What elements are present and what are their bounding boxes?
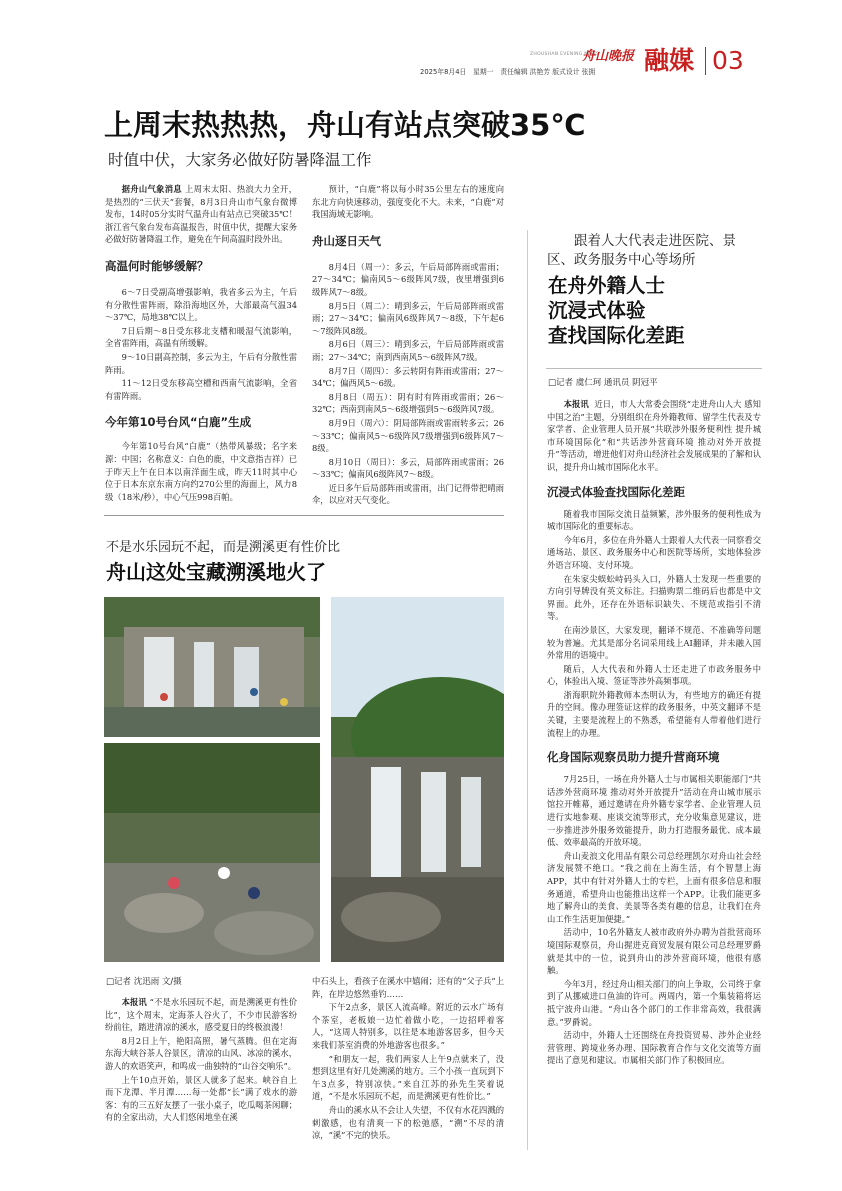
masthead: [420, 44, 750, 84]
expats-source-label: 本报讯: [563, 399, 589, 409]
section-divider: [705, 47, 706, 75]
expats-intro: [547, 398, 761, 474]
stream-source-label: 本报讯: [121, 997, 147, 1007]
stream-paragraph-text: “不是水乐园玩不起，而是溯溪更有性价比”，这个周末，定海茶人谷火了，不少市民游客纷纷前往，踏进清凉的溪水，感受夏日的终极浪漫！: [105, 997, 297, 1033]
lead-column-2: [312, 183, 504, 507]
lead-column-1: [105, 183, 297, 503]
paper-name-en: ZHOUSHAN EVENING NEWS: [530, 52, 599, 57]
photo-children-stream: [104, 743, 320, 962]
expats-paragraph: 活动中，外籍人士还围绕在舟投资贸易、涉外企业经营管理、跨境业务办理、国际教育合作与文化交流等方面提出了意见和建议。市属相关部门作了积极回应。: [547, 1030, 761, 1066]
forecast-day: 8月5日（周二）：晴到多云，午后局部阵雨或雷雨；27～34℃；偏南风6级阵风7～8级，下午起6～7级阵风8级。: [312, 300, 504, 336]
expats-paragraph: 舟山麦浪文化用品有限公司总经理凯尔对舟山社会经济发展赞不绝口。“我之前在上海生活，有个智慧上海APP，其中有针对外籍人士的专栏，上面有很多信息和服务通道，希望舟山也能推出这样一个APP。让我们能更多地了解舟山的美食、美景等各类有趣的信息，让我们在舟山工作生活更加便捷。”: [547, 850, 761, 924]
forecast-day: 8月8日（周五）：阴有时有阵雨或雷雨；26～32℃；西南到南风5～6级增强到5～6级阵风7级。: [312, 391, 504, 415]
stream-headline: 舟山这处宝藏溯溪地火了: [106, 560, 326, 584]
forecast-day: 8月9日（周六）：阴局部阵雨或雷雨转多云；26～33℃；偏南风5～6级阵风7级增强到6级阵风7～8级。: [312, 417, 504, 454]
expats-paragraph: 在朱家尖蜈蚣峙码头入口，外籍人士发现一些重要的方向引导牌没有英文标注。扫描购票二维码后也都是中文界面。此外，还存在外语标识缺失、不规范或指引不清等。: [547, 573, 761, 622]
expats-paragraph: 今年6月，多位在舟外籍人士跟着人大代表一同察看交通场站、景区、政务服务中心和医院等场所，实地体验涉外语言环境、支付环境。: [547, 534, 761, 570]
stream-paragraph: [105, 996, 297, 1034]
lead-headline: 上周末热热热，舟山有站点突破35℃: [104, 108, 586, 142]
expats-intro-text: 近日，市人大常委会围绕“走进舟山人大 感知中国之治”主题，分别组织在舟外籍教师、留学生代表及专家学者、企业管理人员开展“共联涉外服务便利性 提升城市环境国际化”和“共话涉外营商环境 推动对外开放提升”等活动，增进他们对舟山经济社会发展成果的了解和认识，提升舟山城市国际化水平。: [547, 399, 761, 472]
section-name: 融媒: [644, 46, 695, 75]
page-number: 03: [712, 46, 744, 75]
date-line: 2025年8月4日 星期一 责任编辑 洪艳芳 版式设计 张拥: [420, 68, 596, 76]
lead-q1-title: 高温何时能够缓解？: [105, 258, 209, 273]
lead-subhead: 时值中伏，大家务必做好防暑降温工作: [108, 151, 372, 169]
stream-column-1: [105, 996, 297, 1124]
expats-paragraph: 随后，人大代表和外籍人士还走进了市政务服务中心，体验出入境、签证等涉外高频事项。: [547, 663, 761, 687]
lead-paragraph: 6～7日受副高增强影响，我省多云为主，午后有分散性雷阵雨，除沿海地区外，大部最高气温34～37℃，局地38℃以上。: [105, 286, 297, 323]
column-rule: [527, 230, 528, 1150]
expats-paragraph: 7月25日，一场在舟外籍人士与市属相关职能部门“共话涉外营商环境 推动对外开放提升”活动在舟山城市展示馆拉开帷幕，通过邀请在舟外籍专家学者、企业管理人员进行实地参观、座谈交流等形式，充分收集意见建议，进一步推进涉外服务效能提升，助力打造服务最优、成本最低、效率最高的开放环境。: [547, 774, 761, 848]
photo-stream-steps: [104, 597, 320, 737]
expats-paragraph: 随着我市国际交流日益频繁，涉外服务的便利性成为城市国际化的重要标志。: [547, 508, 761, 532]
photo-waterfall: [331, 597, 504, 962]
expats-paragraph: 在南沙景区，大家发现，翻译不规范、不准确等问题较为普遍。尤其是部分名词采用线上AI翻译，并未融入国外常用的语境中。: [547, 624, 761, 661]
lead-paragraph: 7日后期～8日受东移北支槽和暖湿气流影响，全省雷阵雨，高温有所缓解。: [105, 325, 297, 349]
expats-headline: [548, 273, 685, 348]
section-rule: [104, 515, 504, 516]
stream-paragraph: “和朋友一起，我们两家人上午9点就来了，没想到这里有好几处溯溪的地方。三个小孩一直玩到下午3点多，特别凉快。”来自江苏的孙先生笑着说道，“不是水乐园玩不起，而是溯溪更有性价比。”: [312, 1053, 504, 1102]
expats-column: [547, 398, 761, 1067]
expats-paragraph: 活动中，10名外籍友人被市政府外办聘为首批营商环境国际观察员，舟山握进克商贸发展有限公司总经理罗爵就是其中的一位，说到舟山的涉外营商环境，他很有感触。: [547, 927, 761, 976]
lead-intro: [105, 183, 297, 246]
lead-intro-text: 上周末太阳、热浪大力全开，是热烈的“三伏天”套餐，8月3日舟山市气象台微博发布，14时05分实时气温舟山有站点已突破35℃！浙江省气象台发布高温报告，时值中伏，提醒大家务必做好防暑降温工作，避免在午间高温时段外出。: [105, 184, 297, 245]
stream-paragraph: 下午2点多，景区人流高峰。附近的云水广场有个茶室，老板娘一边忙着做小吃，一边招呼着客人，“这周人特别多，以往是本地游客居多，但今天来我们茶室消费的外地游客也很多。”: [312, 1002, 504, 1050]
expats-byline: □记者 虞仁珂 通讯员 阴冠平: [548, 378, 658, 388]
lead-source-label: 据舟山气象消息: [121, 184, 183, 194]
expats-kicker: 跟着人大代表走进医院、景区、政务服务中心等场所: [547, 233, 736, 268]
forecast-day: 8月7日（周四）：多云转阴有阵雨或雷雨；27～34℃；偏西风5～6级。: [312, 365, 504, 389]
expats-headline-line: 沉浸式体验: [548, 299, 646, 322]
stream-byline: □记者 沈迅雨 文/摄: [106, 977, 182, 987]
expats-s2-title: 化身国际观察员助力提升营商环境: [547, 750, 720, 765]
stream-paragraph: 上午10点开始，景区人就多了起来。峡谷自上而下龙潭、半月潭……每一处都“长”满了戏水的游客：有的三五好友摆了一张小桌子，吃瓜喝茶闲聊；有的全家出动，大人们悠闲地坐在溪: [105, 1074, 297, 1123]
expats-headline-line: 查找国际化差距: [548, 324, 685, 347]
lead-q3-title: 舟山逐日天气: [312, 233, 381, 248]
lead-paragraph: 预计，“白鹿”将以每小时35公里左右的速度向东北方向快速移动，强度变化不大。未来，“白鹿”对我国海域无影响。: [312, 184, 504, 220]
lead-q2-title: 今年第10号台风“白鹿”生成: [105, 415, 252, 430]
expats-s1-title: 沉浸式体验查找国际化差距: [547, 484, 685, 499]
stream-kicker: 不是水乐园玩不起，而是溯溪更有性价比: [106, 540, 341, 555]
forecast-day: 8月6日（周三）：晴到多云，午后局部阵雨或雷雨；27～34℃；南到西南风5～6级阵风7级。: [312, 339, 504, 362]
forecast-day: 近日多午后局部阵雨或雷雨，出门记得带把晴雨伞，以应对天气变化。: [312, 482, 504, 506]
forecast-day: 8月10日（周日）：多云，局部阵雨或雷雨；26～33℃；偏南风6级阵风7～8级。: [312, 456, 504, 480]
expats-paragraph: 浙海职院外籍教师本杰明认为，有些地方的确还有提升的空间。像办理签证这样的政务服务，中英文翻译不是关键，主要是流程上的不熟悉，希望能有人带着他们进行流程上的办理。: [547, 689, 761, 738]
lead-paragraph: 9～10日副高控制，多云为主，午后有分散性雷阵雨。: [105, 351, 297, 375]
forecast-day: 8月4日（周一）：多云，午后局部阵雨或雷雨；27～34℃；偏南风5～6级阵风7级，夜里增强到6级阵风7～8级。: [312, 261, 504, 297]
stream-paragraph: 8月2日上午，艳阳高照，暑气蒸腾。但在定海东海大峡谷茶人谷景区，清凉的山风、冰凉的溪水，游人的欢语笑声，和鸣成一曲独特的“山谷交响乐”。: [105, 1035, 297, 1071]
stream-paragraph: 中石头上，看孩子在溪水中嬉闹；还有的“父子兵”上阵，在岸边悠然垂钓……: [312, 976, 504, 999]
lead-paragraph: 11～12日受东移高空槽和西南气流影响，全省有雷阵雨。: [105, 378, 297, 401]
expats-paragraph: 今年3月，经过舟山相关部门的向上争取，公司终于拿到了从挪威进口鱼油的许可。两周内，第一个集装箱将运抵宁波舟山港。“舟山各个部门的工作非常高效，我很满意。”罗爵说。: [547, 978, 761, 1027]
lead-paragraph: 今年第10号台风“白鹿”（热带风暴级；名字来源：中国；名称意义：白色的鹿，中文意指吉祥）已于昨天上午在日本以南洋面生成，昨天11时其中心位于日本东京东南方向约270公里的海面上，风力8级（18米/秒），中心气压998百帕。: [105, 441, 297, 502]
expats-headline-line: 在舟外籍人士: [548, 274, 666, 297]
stream-paragraph: 舟山的溪水从不会让人失望，不仅有水花四溅的刺激感，也有清爽一下的松弛感，“溯”不尽的清凉，“溪”不完的快乐。: [312, 1104, 504, 1141]
paper-logo: 舟山晚报: [582, 49, 635, 64]
stream-column-2: [312, 975, 504, 1142]
expats-headline-rule: [546, 368, 762, 369]
